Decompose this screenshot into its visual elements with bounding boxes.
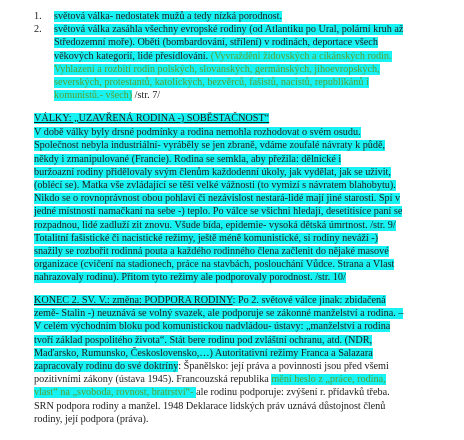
section-war-family xyxy=(34,112,454,285)
text-line: tvoří základ pospolitého života“. Stát bere rodinu pod zvláštní ochranu, atd. (NDR, xyxy=(34,334,373,346)
text-line: Totalitní fašistické či nacistické režimy, ještě méně komunistické, si rodiny neváží -) xyxy=(34,232,379,244)
list-item-text: světová válka- nedostatek mužů a tedy nízká porodnost. xyxy=(54,11,283,22)
text-line: rodiny, její podpora (práva). xyxy=(34,413,149,425)
text-line: snažily se rozbořit rodinná pouta a každého rodinného člena začlenit do nějaké masové xyxy=(34,246,389,258)
text-line: V celém východním bloku pod komunistickou nadvládou- ústavy: „manželství a rodina xyxy=(34,321,391,333)
text-line: Vyhlazení a rozbití rodin polských, slovanských, germánských, jihoevropských, xyxy=(54,63,380,75)
text-line: Středozemní moře). Oběti (bombardování, střílení) v rodinách, deportace všech xyxy=(54,37,378,49)
text-line: vlast“ na „svoboda, rovnost, bratrství“- ale rodinu podporuje: zvýšení r. přídavků třeba. xyxy=(34,387,390,399)
section-end-of-war xyxy=(34,294,454,426)
text-line: někdy i zmanipulované (Francie). Rodina se semkla, aby přežila: dělnické i xyxy=(34,153,342,165)
list-item-2 xyxy=(34,23,452,102)
text-line: jedné místnosti namačkaní na sebe -) teplo. Po válce se všichni hledají, desetitisíce paní se xyxy=(34,206,403,218)
text-line: země- Stalin -) neuznává se volný svazek, ale podporuje se zákonné manželství a rodina. – xyxy=(34,308,404,320)
text-line: organizace (cvičení na stadionech, práce na stavbách, poslouchání Vůdce. Strana a Vlast xyxy=(34,259,395,271)
text-line: rozpadnou, lidé zadluží zit znovu. Všude bída, epidemie- vysoká dětská úmrtnost. /str. 9/ xyxy=(34,219,396,231)
text-line: severských, protestantů, katolických, bezvěrců, fašistů, nacistů, republikánů i xyxy=(54,77,369,89)
text-line: Maďarsko, Rumunsko, Československo,…) Autoritativní režimy Franca a Salazara xyxy=(34,347,373,359)
text-line: pozitivními zákony (ústava 1945). Francouzská republika mění heslo z „práce, rodina, xyxy=(34,374,386,386)
text-line: věkových kategorií, lidé přesídlování. (Vyvražděni židovských a cikánských rodin. xyxy=(54,50,392,62)
text-line: V době války byly drsné podmínky a rodina nemohla rozhodovat o svém osudu. xyxy=(34,127,361,139)
text-line: světová válka zasáhla všechny evropské rodiny (od Atlantiku po Ural, polární kruh až xyxy=(54,24,404,36)
list-number: 2. xyxy=(34,24,42,36)
text-line: nahrazovaly rodinu). Přitom tyto režimy ale podporovaly porodnost. /str. 10/ xyxy=(34,272,346,284)
text-line: (oblécí se). Matka vše zvládající se těší velké vážnosti (to vymizí s návratem blahobytu). xyxy=(34,180,396,192)
list-item-1 xyxy=(34,10,452,23)
numbered-list xyxy=(34,10,452,102)
text-line: buržoazní rodiny přidělovaly svým členům každodenní úkoly, jak vydělat, jak se uživit, xyxy=(34,166,391,178)
list-number: 1. xyxy=(34,11,42,22)
text-line: zapracovaly rodinu do své doktríny: Španělsko: její práva a povinnosti jsou před všemi xyxy=(34,361,389,373)
text-line: SRN podpora rodiny a manžel. 1948 Deklarace lidských práv uznává důstojnost členů xyxy=(34,400,386,412)
section-heading: VÁLKY: „UZAVŘENÁ RODINA -) SOBĚSTAČNOST“ xyxy=(34,113,270,124)
text-line: Nikdo se o rovnoprávnost obou pohlaví či nezávislost nestará-lidé mají jiné starosti. Spí v xyxy=(34,193,401,205)
text-line: Společnost nebyla industriální- vyráběly se jen zbraně, vdáme zoufalé návraty k půdě, xyxy=(34,140,386,152)
text-line: komunistů.- všech) /str. 7/ xyxy=(54,90,161,102)
section-heading: KONEC 2. SV. V.: změna: PODPORA RODINY: Po 2. světové válce jinak: zbidačená xyxy=(34,295,386,306)
